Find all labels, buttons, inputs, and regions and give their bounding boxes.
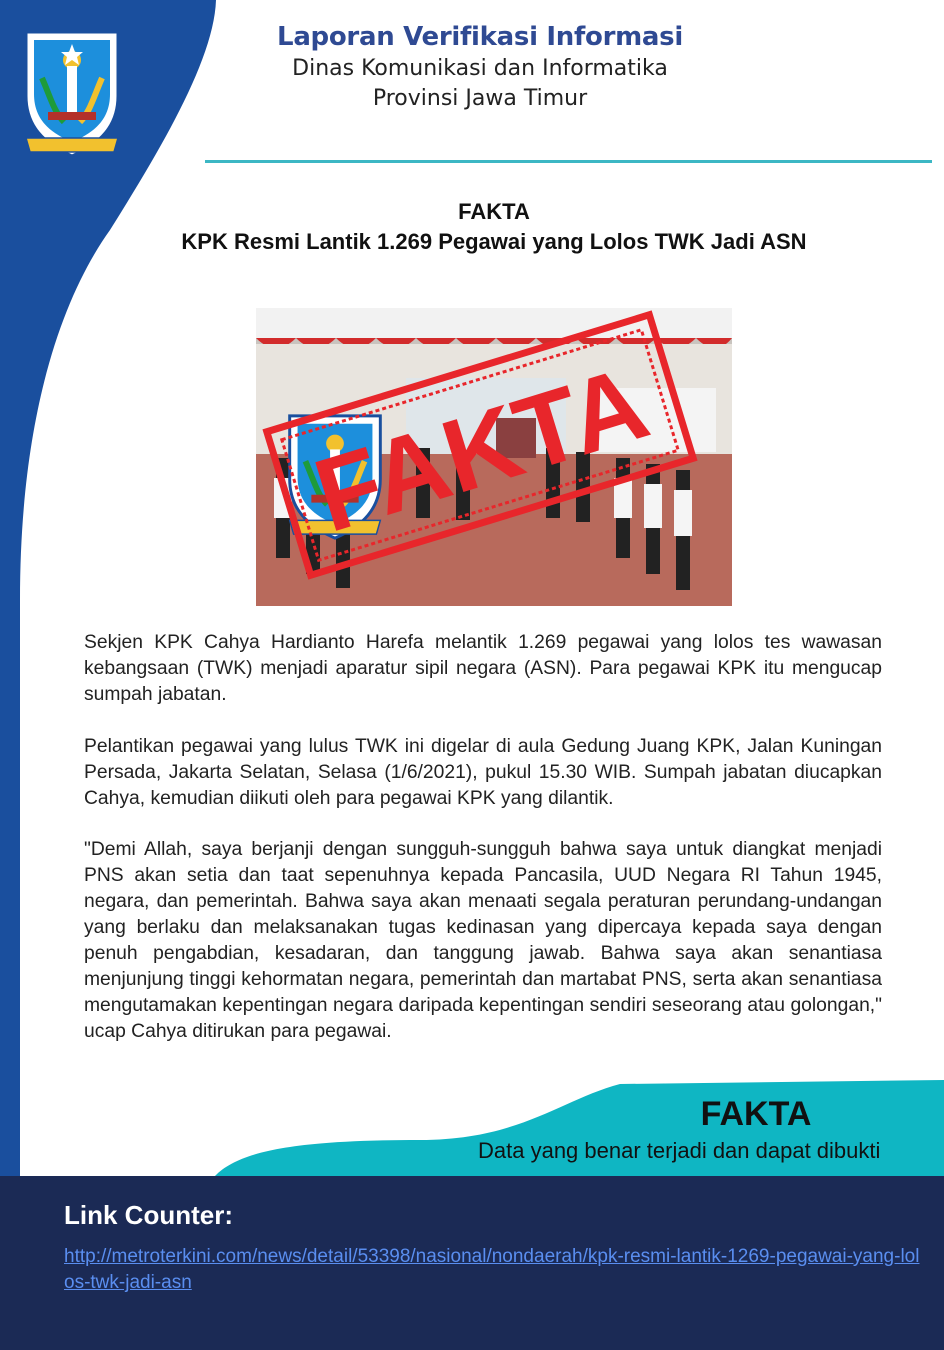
header-divider xyxy=(205,160,932,163)
paragraph-3: "Demi Allah, saya berjanji dengan sungguh-sungguh bahwa saya untuk diangkat menjadi PNS akan setia dan taat sepenuhnya kepada Pancasila, UUD Negara RI Tahun 1945, negara, dan pemerintah. Bahwa saya akan menaati segala peraturan perundang-undangan yang berlaku dan melaksanakan tugas kedinasan yang dipercaya kepada saya dengan penuh pengabdian, kesadaran, dan tanggung jawab. Bahwa saya akan senantiasa menjunjung tinggi kehormatan negara, pemerintah dan martabat PNS, serta akan senantiasa mengutamakan kepentingan negara daripada kepentingan sendiri seseorang atau golongan," ucap Cahya ditirukan para pegawai. xyxy=(84,839,882,1042)
link-counter-title: Link Counter: xyxy=(64,1200,233,1230)
paragraph-2: Pelantikan pegawai yang lulus TWK ini digelar di aula Gedung Juang KPK, Jalan Kuningan Persada, Jakarta Selatan, Selasa (1/6/2021), pukul 15.30 WIB. Sumpah jabatan diucapkan Cahya, kemudian diikuti oleh para pegawai KPK yang dilantik. xyxy=(84,736,882,809)
article-headline: KPK Resmi Lantik 1.269 Pegawai yang Lolos TWK Jadi ASN xyxy=(181,229,807,254)
counter-source-link[interactable]: http://metroterkini.com/news/detail/53398/nasional/nondaerah/kpk-resmi-lantik-1269-pegawai-yang-lolos-twk-jadi-asn xyxy=(64,1246,920,1293)
verdict-description: Data yang benar terjadi dan dapat dibukti xyxy=(478,1138,881,1163)
verdict-label: FAKTA xyxy=(700,1095,812,1133)
east-java-crest-logo xyxy=(20,26,124,162)
fakta-stamp xyxy=(240,300,720,590)
paragraph-1: Sekjen KPK Cahya Hardianto Harefa melantik 1.269 pegawai yang lolos tes wawasan kebangsaan (TWK) menjadi aparatur sipil negara (ASN). Para pegawai KPK itu mengucap sumpah jabatan. xyxy=(84,632,882,705)
report-title: Laporan Verifikasi Informasi xyxy=(277,22,683,52)
province-name: Provinsi Jawa Timur xyxy=(372,86,588,111)
verdict-kicker: FAKTA xyxy=(458,199,530,224)
agency-name: Dinas Komunikasi dan Informatika xyxy=(292,56,668,81)
stamp-text: FAKTA xyxy=(302,344,661,555)
